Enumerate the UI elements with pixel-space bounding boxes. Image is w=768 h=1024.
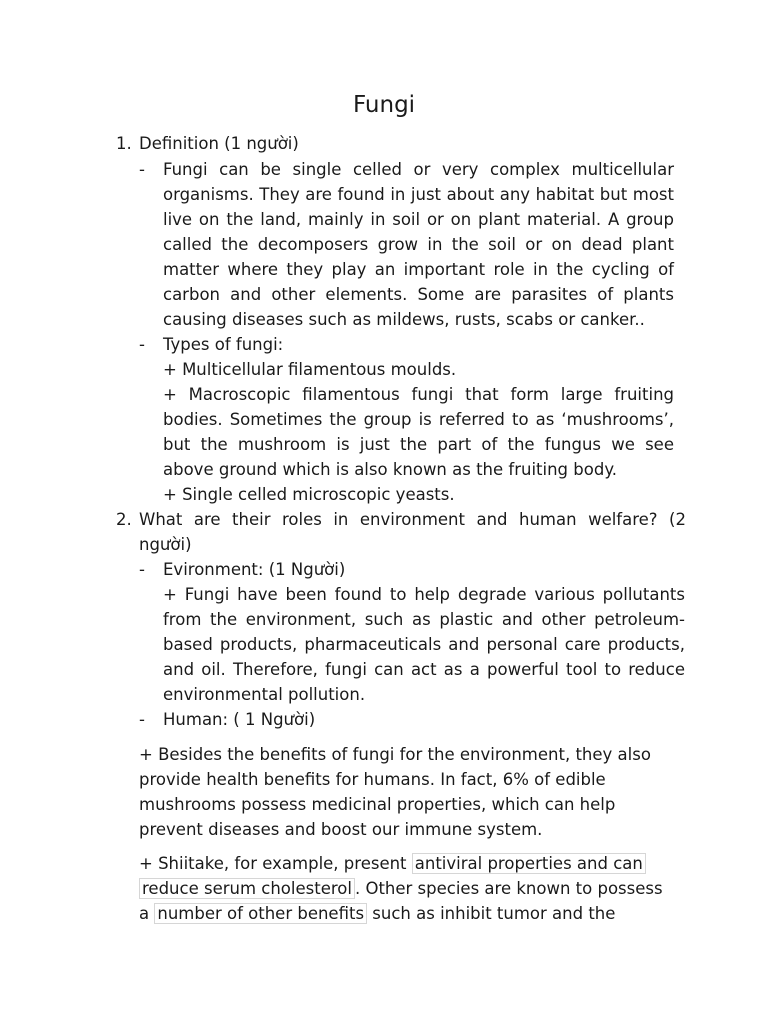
bullet-marker: - xyxy=(139,710,145,729)
environment-heading: Evironment: (1 Người) xyxy=(163,560,346,579)
section-1-title: Definition (1 người) xyxy=(139,134,299,153)
page-title: Fungi xyxy=(352,92,416,118)
section-2-number: 2. xyxy=(116,510,132,529)
section-1-number: 1. xyxy=(116,134,132,153)
human-paragraph-2 xyxy=(139,851,699,926)
types-heading: Types of fungi: xyxy=(163,335,284,354)
bullet-marker: - xyxy=(139,335,145,354)
human-paragraph-2-line-1: + Shiitake, for example, present antiviral properties and can xyxy=(139,851,699,876)
human-paragraph-2-line-3: a number of other benefits such as inhibit tumor and the xyxy=(139,904,616,923)
definition-paragraph: Fungi can be single celled or very complex multicellular organisms. They are found in just about any habitat but most live on the land, mainly in soil or on plant material. A group called the decomposers grow in the soil or on dead plant matter where they play an important role in the cycling of carbon and other elements. Some are parasites of plants causing diseases such as mildews, rusts, scabs or canker.. xyxy=(163,160,674,329)
environment-paragraph: + Fungi have been found to help degrade various pollutants from the environment, such as plastic and other petroleum-based products, pharmaceuticals and personal care products, and oil. Therefore, fungi can act as a powerful tool to reduce environmental pollution. xyxy=(163,585,685,704)
type-item-1: + Multicellular filamentous moulds. xyxy=(163,360,457,379)
section-2-title: What are their roles in environment and human welfare? (2 người) xyxy=(139,510,686,554)
human-heading: Human: ( 1 Người) xyxy=(163,710,316,729)
human-paragraph-2-line-2: reduce serum cholesterol . Other species are known to possess xyxy=(139,876,699,901)
highlight-antiviral: antiviral properties and can xyxy=(412,853,646,874)
highlight-other-benefits: number of other benefits xyxy=(154,903,367,924)
bullet-marker: - xyxy=(139,560,145,579)
bullet-marker: - xyxy=(139,160,145,179)
highlight-cholesterol: reduce serum cholesterol xyxy=(139,878,355,899)
type-item-2: + Macroscopic filamentous fungi that form large fruiting bodies. Sometimes the group is referred to as ‘mushrooms’, but the mushroom is just the part of the fungus we see above ground which is also known as the fruiting body. xyxy=(163,385,674,479)
human-paragraph-1: + Besides the benefits of fungi for the environment, they also provide health benefits for humans. In fact, 6% of edible mushrooms possess medicinal properties, which can help prevent diseases and boost our immune system. xyxy=(139,745,651,839)
type-item-3: + Single celled microscopic yeasts. xyxy=(163,485,455,504)
